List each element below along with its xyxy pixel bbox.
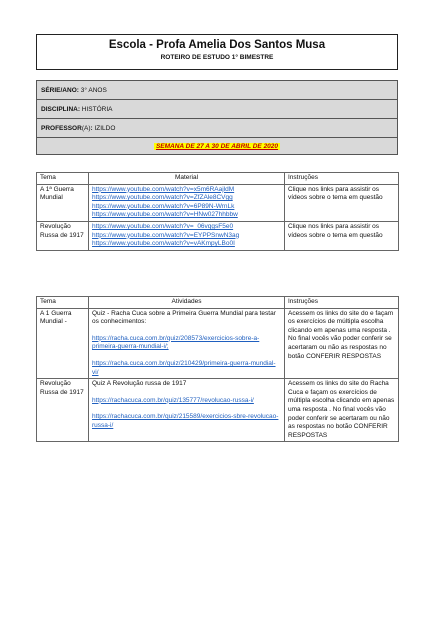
activity-intro: Quiz - Racha Cuca sobre a Primeira Guerra Mundial para testar os conhecimentos: bbox=[92, 309, 276, 326]
week-banner: SEMANA DE 27 A 30 DE ABRIL DE 2020 bbox=[155, 142, 279, 150]
disciplina-value: HISTÓRIA bbox=[80, 105, 113, 113]
activity-intro: Quiz A Revolução russa de 1917 bbox=[92, 380, 187, 388]
serie-label: SÉRIE/ANO: bbox=[41, 86, 79, 94]
video-link[interactable]: https://www.youtube.com/watch?v=vAKmpyLBo0I bbox=[92, 240, 235, 248]
material-cell bbox=[89, 184, 285, 221]
instrucoes-cell: Acessem os links do site do e façam os exercícios de múltipla escolha clicando em apenas uma resposta . No final vocês vão poder conferir se acertaram ou não as respostas no botão CONFERIR RESPOSTAS bbox=[285, 308, 399, 379]
table-header-row bbox=[37, 297, 399, 309]
week-row bbox=[37, 138, 398, 155]
disciplina-row bbox=[37, 100, 398, 119]
materials-table bbox=[36, 172, 399, 251]
table-header-row bbox=[37, 173, 399, 185]
video-link[interactable]: https://www.youtube.com/watch?v=x5m6RAajldM bbox=[92, 185, 235, 193]
material-cell bbox=[89, 221, 285, 250]
header-atividades: Atividades bbox=[89, 297, 285, 309]
document-header bbox=[36, 34, 398, 70]
table-row bbox=[37, 308, 399, 379]
quiz-link[interactable]: https://rachacuca.com.br/quiz/215589/exercicios-sbre-revolucao-russa-i/ bbox=[92, 413, 279, 429]
atividades-cell bbox=[89, 379, 285, 442]
table-row bbox=[37, 184, 399, 221]
tema-cell: A 1 Guerra Mundial - bbox=[37, 308, 89, 379]
professor-label: PROFESSOR bbox=[41, 124, 82, 132]
header-material: Material bbox=[89, 173, 285, 185]
document-subtitle: ROTEIRO DE ESTUDO 1° BIMESTRE bbox=[160, 54, 274, 61]
disciplina-label: DISCIPLINA: bbox=[41, 105, 80, 113]
video-link[interactable]: https://www.youtube.com/watch?v=_06vqgsF5e0 bbox=[92, 222, 234, 230]
video-link[interactable]: https://www.youtube.com/watch?v=ZfZAle8CVgg bbox=[92, 194, 233, 202]
instrucoes-cell: Clique nos links para assistir os vídeos sobre o tema em questão bbox=[285, 184, 399, 221]
quiz-link[interactable]: https://racha.cuca.com.br/quiz/208573/exercicios-sobre-a-primeira-guerra-mundial-i/; bbox=[92, 334, 260, 351]
tema-cell: Revolução Russa de 1917 bbox=[37, 221, 89, 250]
instrucoes-cell: Clique nos links para assistir os vídeos sobre o tema em questão bbox=[285, 221, 399, 250]
quiz-link[interactable]: https://rachacuca.com.br/quiz/135777/revolucao-russa-i/ bbox=[92, 396, 254, 404]
professor-colon: : bbox=[90, 124, 93, 132]
instrucoes-cell: Acessem os links do site do Racha Cuca e façam os exercícios de múltipla escolha clicando em apenas uma resposta . No final vocês vão poder conferir se acertaram ou não as respostas no botão CONFERIR RESPOSTAS bbox=[285, 379, 399, 442]
header-tema: Tema bbox=[37, 173, 89, 185]
tema-cell: Revolução Russa de 1917 bbox=[37, 379, 89, 442]
professor-paren: (A) bbox=[81, 124, 91, 132]
header-instrucoes: Instruções bbox=[285, 297, 399, 309]
quiz-link[interactable]: https://racha.cuca.com.br/quiz/210429/primeira-guerra-mundial-vi/ bbox=[92, 359, 276, 376]
info-table bbox=[36, 80, 398, 155]
table-row bbox=[37, 379, 399, 442]
video-link[interactable]: https://www.youtube.com/watch?v=HNw027hhbbw bbox=[92, 211, 238, 219]
serie-value: 3° ANOS bbox=[78, 86, 107, 94]
video-link[interactable]: https://www.youtube.com/watch?v=EYPPSnwN3ag bbox=[92, 231, 240, 239]
serie-row bbox=[37, 81, 398, 100]
tema-cell: A 1ª Guerra Mundial bbox=[37, 184, 89, 221]
header-tema: Tema bbox=[37, 297, 89, 309]
school-name: Escola - Profa Amelia Dos Santos Musa bbox=[108, 39, 326, 51]
atividades-cell bbox=[89, 308, 285, 379]
activities-table bbox=[36, 296, 399, 442]
professor-row bbox=[37, 119, 398, 138]
header-instrucoes: Instruções bbox=[285, 173, 399, 185]
professor-value: IZILDO bbox=[92, 124, 116, 132]
video-link[interactable]: https://www.youtube.com/watch?v=6P89N-WrnLk bbox=[92, 202, 235, 210]
table-row bbox=[37, 221, 399, 250]
